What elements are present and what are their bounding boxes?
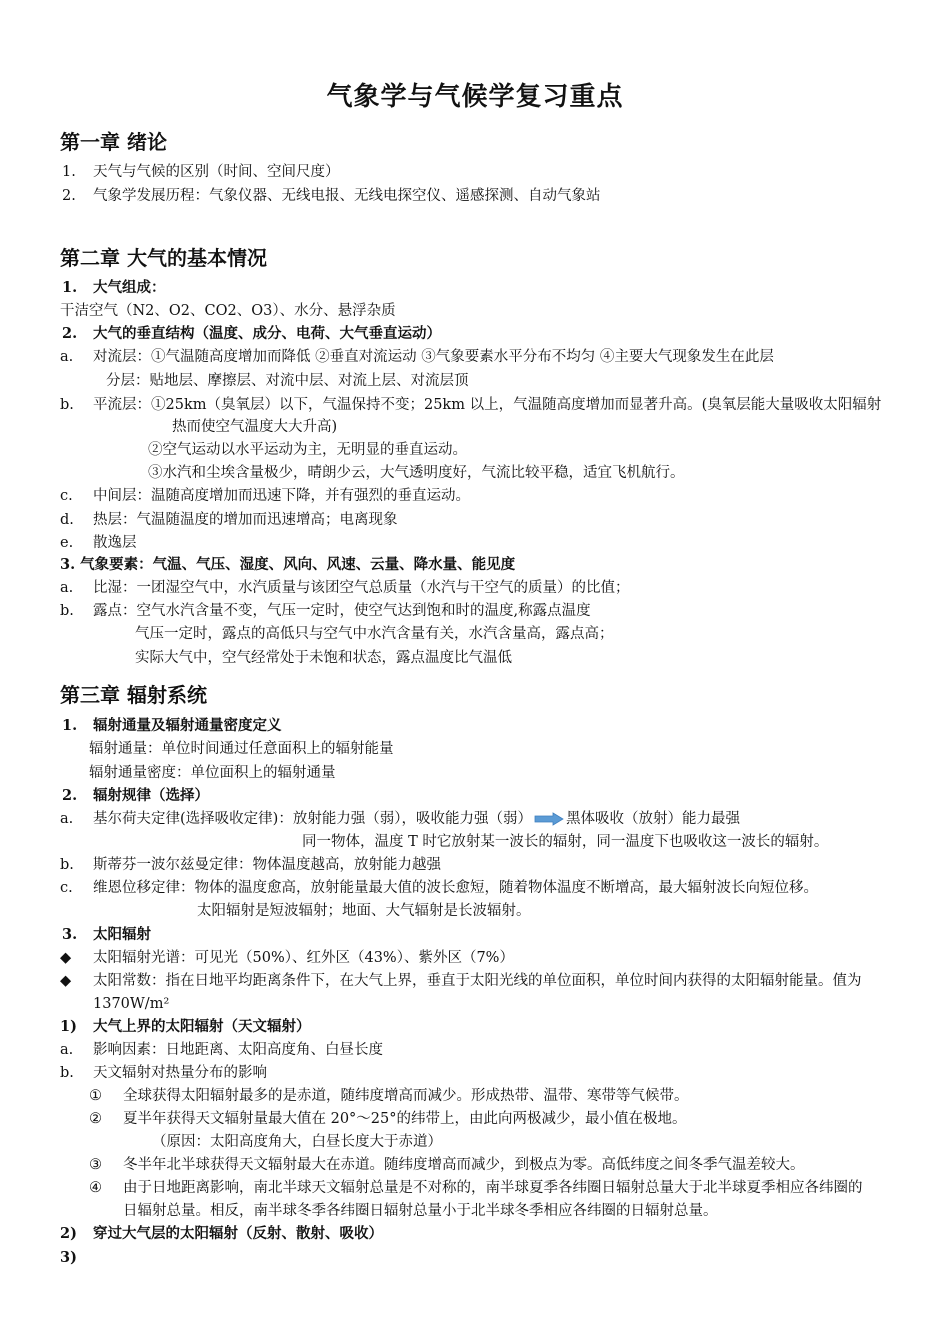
- chapter-2-heading: 第二章 大气的基本情况: [60, 246, 267, 270]
- list-item: 影响因素：日地距离、太阳高度角、白昼长度: [93, 1042, 383, 1058]
- list-item: 由于日地距离影响，南北半球天文辐射总量是不对称的，南半球夏季各纬圈日辐射总量大于北半球夏季相应各纬圈的: [123, 1180, 863, 1196]
- kirchhoff-text: 基尔荷夫定律(选择吸收定律)：放射能力强（弱），吸收能力强（弱）: [93, 811, 533, 827]
- section-number: 1.: [62, 717, 78, 734]
- section-number: 1.: [62, 279, 78, 296]
- section-title: 辐射规律（选择）: [93, 787, 209, 804]
- list-item: 天气与气候的区别（时间、空间尺度）: [93, 164, 340, 180]
- list-item: 对流层：①气温随高度增加而降低 ②垂直对流运动 ③气象要素水平分布不均匀 ④主要大气现象发生在此层: [93, 349, 774, 365]
- list-item: 中间层：温随高度增加而迅速下降，并有强烈的垂直运动。: [93, 488, 470, 504]
- list-item: 天文辐射对热量分布的影响: [93, 1065, 267, 1081]
- section-number: 2.: [62, 325, 78, 342]
- circled-number: ④: [89, 1180, 102, 1196]
- list-marker: a.: [60, 1042, 74, 1058]
- paragraph: 辐射通量密度：单位面积上的辐射通量: [89, 765, 336, 781]
- list-marker: c.: [60, 880, 73, 896]
- list-item: 太阳辐射光谱：可见光（50%）、红外区（43%）、紫外区（7%）: [93, 950, 514, 966]
- list-item: 散逸层: [93, 535, 137, 551]
- list-marker: c.: [60, 488, 73, 504]
- paragraph: 1370W/m²: [93, 996, 170, 1012]
- list-item: [93, 809, 740, 829]
- list-number: 1.: [62, 164, 76, 180]
- section-title: 辐射通量及辐射通量密度定义: [93, 717, 282, 734]
- section-title: 大气上界的太阳辐射（天文辐射）: [93, 1018, 311, 1035]
- list-item: 热层：气温随温度的增加而迅速增高；电离现象: [93, 512, 398, 528]
- chapter-1-heading: 第一章 绪论: [60, 130, 167, 154]
- paragraph: 实际大气中，空气经常处于未饱和状态，露点温度比气温低: [135, 650, 512, 666]
- chapter-3-heading: 第三章 辐射系统: [60, 683, 207, 707]
- section-number: 2.: [62, 787, 78, 804]
- list-marker: d.: [60, 512, 74, 528]
- list-item: 太阳常数：指在日地平均距离条件下，在大气上界，垂直于太阳光线的单位面积，单位时间内获得的太阳辐射能量。值为: [93, 973, 862, 989]
- section-title: 大气组成：: [93, 279, 166, 296]
- list-item: 冬半年北半球获得天文辐射最大在赤道。随纬度增高而减少，到极点为零。高低纬度之间冬季气温差较大。: [123, 1157, 805, 1173]
- section-title: 太阳辐射: [93, 926, 151, 943]
- paragraph: 气压一定时，露点的高低只与空气中水汽含量有关，水汽含量高，露点高；: [135, 626, 614, 642]
- paragraph: 热而使空气温度大大升高): [172, 419, 338, 435]
- list-item: 比湿：一团湿空气中，水汽质量与该团空气总质量（水汽与干空气的质量）的比值；: [93, 580, 630, 596]
- paragraph: 干洁空气（N2、O2、CO2、O3）、水分、悬浮杂质: [60, 303, 396, 319]
- section-number: 1): [60, 1018, 77, 1035]
- list-item: 全球获得太阳辐射最多的是赤道，随纬度增高而减少。形成热带、温带、寒带等气候带。: [123, 1088, 689, 1104]
- list-marker: a.: [60, 349, 74, 365]
- list-marker: b.: [60, 603, 74, 619]
- paragraph: （原因：太阳高度角大，白昼长度大于赤道）: [152, 1134, 442, 1150]
- right-arrow-icon: [534, 812, 564, 826]
- list-item: 气象学发展历程：气象仪器、无线电报、无线电探空仪、遥感探测、自动气象站: [93, 188, 601, 204]
- diamond-bullet-icon: ◆: [60, 950, 72, 966]
- section-number: 3): [60, 1249, 77, 1266]
- section-title: 3. 气象要素：气温、气压、湿度、风向、风速、云量、降水量、能见度: [60, 556, 516, 573]
- circled-number: ③: [89, 1157, 102, 1173]
- section-number: 3.: [62, 926, 78, 943]
- list-item: 维恩位移定律：物体的温度愈高，放射能量最大值的波长愈短，随着物体温度不断增高，最大辐射波长向短位移。: [93, 880, 818, 896]
- list-item: 斯蒂芬一波尔兹曼定律：物体温度越高，放射能力越强: [93, 857, 441, 873]
- list-marker: e.: [60, 535, 74, 551]
- list-item: 露点：空气水汽含量不变，气压一定时，使空气达到饱和时的温度,称露点温度: [93, 603, 591, 619]
- page-title: 气象学与气候学复习重点: [326, 82, 624, 112]
- list-marker: b.: [60, 1065, 74, 1081]
- circled-number: ①: [89, 1088, 102, 1104]
- paragraph: 同一物体，温度 T 时它放射某一波长的辐射，同一温度下也吸收这一波长的辐射。: [302, 834, 829, 850]
- paragraph: ③水汽和尘埃含量极少，晴朗少云，大气透明度好，气流比较平稳，适宜飞机航行。: [148, 465, 685, 481]
- list-item: 平流层：①25km（臭氧层）以下，气温保持不变；25km 以上，气温随高度增加而显著升高。(臭氧层能大量吸收太阳辐射: [93, 397, 882, 413]
- paragraph: 日辐射总量。相反，南半球冬季各纬圈日辐射总量小于北半球冬季相应各纬圈的日辐射总量。: [123, 1203, 718, 1219]
- section-number: 2): [60, 1225, 77, 1242]
- list-number: 2.: [62, 188, 76, 204]
- list-marker: a.: [60, 580, 74, 596]
- section-title: 穿过大气层的太阳辐射（反射、散射、吸收）: [93, 1225, 383, 1242]
- circled-number: ②: [89, 1111, 102, 1127]
- diamond-bullet-icon: ◆: [60, 973, 72, 989]
- list-marker: b.: [60, 857, 74, 873]
- paragraph: 太阳辐射是短波辐射；地面、大气辐射是长波辐射。: [197, 903, 531, 919]
- section-title: 大气的垂直结构（温度、成分、电荷、大气垂直运动）: [93, 325, 441, 342]
- paragraph: 分层：贴地层、摩擦层、对流中层、对流上层、对流层顶: [106, 373, 469, 389]
- paragraph: 辐射通量：单位时间通过任意面积上的辐射能量: [89, 741, 394, 757]
- kirchhoff-result: 黑体吸收（放射）能力最强: [566, 811, 741, 827]
- paragraph: ②空气运动以水平运动为主，无明显的垂直运动。: [148, 442, 467, 458]
- list-marker: b.: [60, 397, 74, 413]
- list-item: 夏半年获得天文辐射量最大值在 20°～25°的纬带上，由此向两极减少，最小值在极地。: [123, 1111, 687, 1127]
- list-marker: a.: [60, 811, 74, 827]
